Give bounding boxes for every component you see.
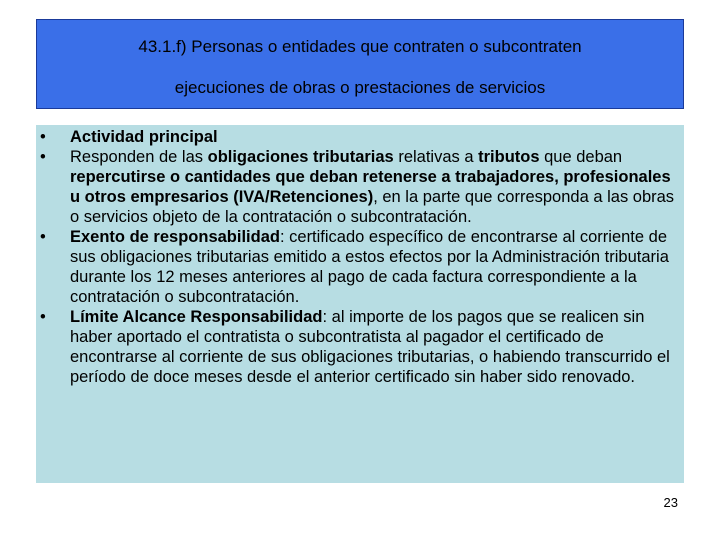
text-segment: que deban <box>539 148 623 166</box>
bullet-icon: • <box>40 128 46 146</box>
slide-title-box <box>36 19 684 109</box>
bullet-icon: • <box>40 308 46 326</box>
text-segment: Responden de las <box>70 148 208 166</box>
text-segment: : al importe de los pagos que se realicen sin haber aportado el contratista o subcontratista al pagador el certificado de encontrarse al corriente de sus obligaciones tributarias, o habiendo transcurrido el período de doce meses desde el anterior certificado sin haber sido renovado. <box>70 308 670 386</box>
slide-title-line-1: 43.1.f) Personas o entidades que contraten o subcontraten <box>138 37 582 56</box>
slide-title-line-2: ejecuciones de obras o prestaciones de servicios <box>174 78 546 97</box>
bold-text-segment: tributos <box>478 148 540 166</box>
text-segment: , en la parte que corresponda a las obras o servicios objeto de la contratación o subcontratación. <box>70 188 675 226</box>
slide-content-box <box>36 125 684 483</box>
bold-text-segment: Exento de responsabilidad <box>70 228 280 246</box>
bullet-list <box>36 127 676 387</box>
bullet-icon: • <box>40 228 46 246</box>
bullet-icon: • <box>40 148 46 166</box>
bullet-item <box>36 227 676 307</box>
bold-text-segment: obligaciones tributarias <box>207 148 394 166</box>
bullet-item <box>36 147 676 227</box>
text-segment: : certificado específico de encontrarse al corriente de sus obligaciones tributarias emitido a estos efectos por la Administración tributaria durante los 12 meses anteriores al pago de cada factura correspondiente a la contratación o subcontratación. <box>70 228 669 306</box>
bullet-item <box>36 127 676 147</box>
bold-text-segment: repercutirse o cantidades que deban retenerse a trabajadores, profesionales u otros empresarios (IVA/Retenciones) <box>70 168 671 206</box>
bullet-item <box>36 307 676 387</box>
bold-text-segment: Actividad principal <box>70 128 218 146</box>
bold-text-segment: Límite Alcance Responsabilidad <box>70 308 323 326</box>
page-number: 23 <box>663 495 678 510</box>
text-segment: relativas a <box>393 148 479 166</box>
